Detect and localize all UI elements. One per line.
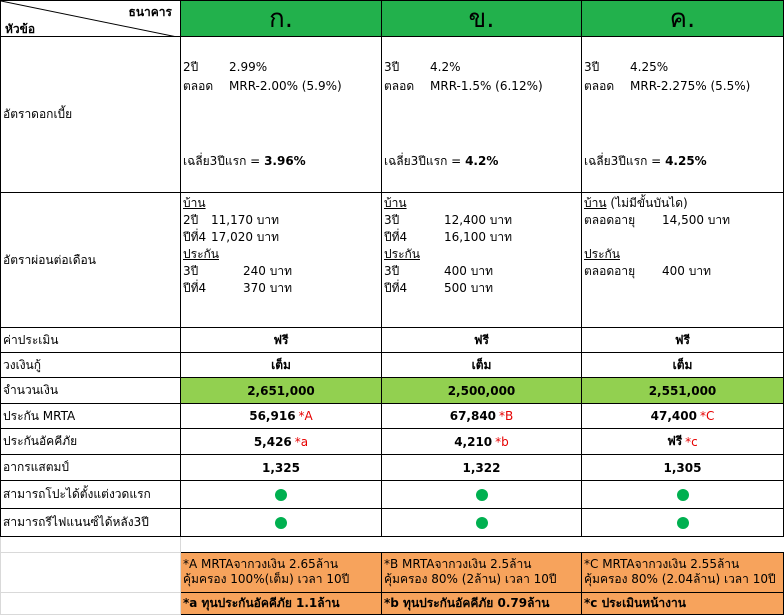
row-label-valuation: ค่าประเมิน	[0, 328, 181, 353]
stamp-duty-cell-c	[582, 455, 784, 481]
stamp-duty-cell-a	[181, 455, 382, 481]
note-cell-b	[382, 553, 582, 593]
amount-value: 2,651,000	[247, 383, 315, 398]
footnote-mark: *b	[495, 434, 509, 449]
refinance-cell-c	[582, 509, 784, 537]
amount-cell-b	[382, 378, 582, 404]
interest-cell-a: 2ปี 2.99% ตลอด MRR-2.00% (5.9%) เฉลี่ย3ปีแรก = 3.96%	[181, 37, 382, 193]
row-label-interest: อัตราดอกเบี้ย	[0, 37, 181, 193]
footnote-mark: *C	[699, 409, 715, 423]
avg-rate-b: 4.2%	[465, 154, 499, 168]
corner-topic-label: หัวข้อ	[5, 22, 36, 36]
row-label-refinance: สามารถรีไฟแนนซ์ได้หลัง3ปี	[0, 509, 181, 537]
loan-limit-value: เต็ม	[471, 357, 492, 372]
loan-limit-cell-c	[582, 353, 784, 378]
note-cell-c	[582, 553, 784, 593]
valuation-value: ฟรี	[675, 332, 690, 347]
footnote-mark: *A	[298, 409, 313, 423]
avg-rate-a: 3.96%	[264, 154, 306, 168]
bank-header-c: ค.	[582, 0, 784, 37]
amount-value: 2,500,000	[447, 383, 516, 398]
fire-insurance-value: 5,426	[253, 434, 292, 449]
amount-cell-a	[181, 378, 382, 404]
note-fire-a: *a ทุนประกันอัคคีภัย 1.1ล้าน	[181, 593, 382, 615]
fire-insurance-cell-b	[382, 429, 582, 455]
stamp-duty-value: 1,322	[462, 460, 501, 475]
footnote-mark: *c	[685, 434, 698, 449]
note-a-line1: *A MRTAจากวงเงิน 2.65ล้าน	[183, 557, 339, 571]
notes-label-cell-2	[0, 593, 181, 615]
footnote-mark: *a	[294, 434, 309, 449]
note-cell-a	[181, 553, 382, 593]
row-label-amount: จำนวนเงิน	[0, 378, 181, 404]
loan-limit-value: เต็ม	[672, 357, 693, 372]
fire-insurance-value: 4,210	[454, 434, 493, 449]
mrta-cell-a	[181, 404, 382, 429]
mrta-cell-b	[382, 404, 582, 429]
row-label-fire-insurance: ประกันอัคคีภัย	[0, 429, 181, 455]
avg-rate-c: 4.25%	[665, 154, 707, 168]
check-dot-icon	[476, 489, 488, 501]
loan-limit-value: เต็ม	[271, 357, 291, 372]
note-a-line2: คุ้มครอง 100%(เต็ม) เวลา 10ปี	[183, 572, 350, 586]
notes-label-cell	[0, 553, 181, 593]
note-c-line2: คุ้มครอง 80% (2.04ล้าน) เวลา 10ปี	[584, 572, 776, 586]
mrta-cell-c	[582, 404, 784, 429]
amount-cell-c	[582, 378, 784, 404]
valuation-value: ฟรี	[474, 332, 489, 347]
row-label-loan-limit: วงเงินกู้	[0, 353, 181, 378]
interest-cell-c: 3ปี 4.25% ตลอด MRR-2.275% (5.5%) เฉลี่ย3ปีแรก = 4.25%	[582, 37, 784, 193]
mrta-value: 47,400	[650, 409, 697, 423]
mrta-value: 56,916	[249, 409, 296, 423]
spacer-cell	[0, 537, 181, 553]
row-label-mrta: ประกัน MRTA	[0, 404, 181, 429]
footnote-mark: *B	[499, 409, 514, 423]
spacer-row	[181, 537, 784, 553]
bank-header-b: ข.	[382, 0, 582, 37]
valuation-value: ฟรี	[273, 332, 289, 347]
note-b-line1: *B MRTAจากวงเงิน 2.5ล้าน	[384, 557, 532, 571]
prepay-cell-c	[582, 481, 784, 509]
note-fire-b: *b ทุนประกันอัคคีภัย 0.79ล้าน	[382, 593, 582, 615]
row-label-prepay: สามารถโปะได้ตั้งแต่งวดแรก	[0, 481, 181, 509]
stamp-duty-value: 1,325	[262, 460, 300, 475]
prepay-cell-a	[181, 481, 382, 509]
check-dot-icon	[476, 517, 488, 529]
stamp-duty-cell-b	[382, 455, 582, 481]
installment-cell-a: บ้าน 2ปี 11,170 บาท ปีที่4 17,020 บาท ประกัน 3ปี 240 บาท ปีที่4 370 บาท	[181, 193, 382, 328]
loan-limit-cell-b	[382, 353, 582, 378]
row-label-installment: อัตราผ่อนต่อเดือน	[0, 193, 181, 328]
row-label-stamp-duty: อากรแสตมป์	[0, 455, 181, 481]
note-fire-c: *c ประเมินหน้างาน	[582, 593, 784, 615]
corner-header-cell	[0, 0, 181, 37]
check-dot-icon	[275, 517, 287, 529]
installment-cell-b: บ้าน 3ปี 12,400 บาท ปีที่4 16,100 บาท ประกัน 3ปี 400 บาท ปีที่4 500 บาท	[382, 193, 582, 328]
mrta-value: 67,840	[449, 409, 497, 423]
stamp-duty-value: 1,305	[663, 460, 702, 475]
valuation-cell-b	[382, 328, 582, 353]
fire-insurance-cell-c	[582, 429, 784, 455]
interest-cell-b: 3ปี 4.2% ตลอด MRR-1.5% (6.12%) เฉลี่ย3ปีแรก = 4.2%	[382, 37, 582, 193]
check-dot-icon	[677, 517, 689, 529]
check-dot-icon	[275, 489, 287, 501]
bank-header-a: ก.	[181, 0, 382, 37]
fire-insurance-cell-a	[181, 429, 382, 455]
fire-insurance-value: ฟรี	[667, 434, 683, 448]
loan-limit-cell-a	[181, 353, 382, 378]
note-b-line2: คุ้มครอง 80% (2ล้าน) เวลา 10ปี	[384, 572, 557, 586]
corner-bank-label: ธนาคาร	[128, 5, 172, 19]
valuation-cell-a	[181, 328, 382, 353]
refinance-cell-a	[181, 509, 382, 537]
valuation-cell-c	[582, 328, 784, 353]
check-dot-icon	[677, 489, 689, 501]
refinance-cell-b	[382, 509, 582, 537]
prepay-cell-b	[382, 481, 582, 509]
note-c-line1: *C MRTAจากวงเงิน 2.55ล้าน	[584, 557, 740, 571]
installment-cell-c: บ้าน (ไม่มีขั้นบันได) ตลอดอายุ 14,500 บาท ประกัน ตลอดอายุ 400 บาท	[582, 193, 784, 328]
amount-value: 2,551,000	[648, 383, 717, 398]
